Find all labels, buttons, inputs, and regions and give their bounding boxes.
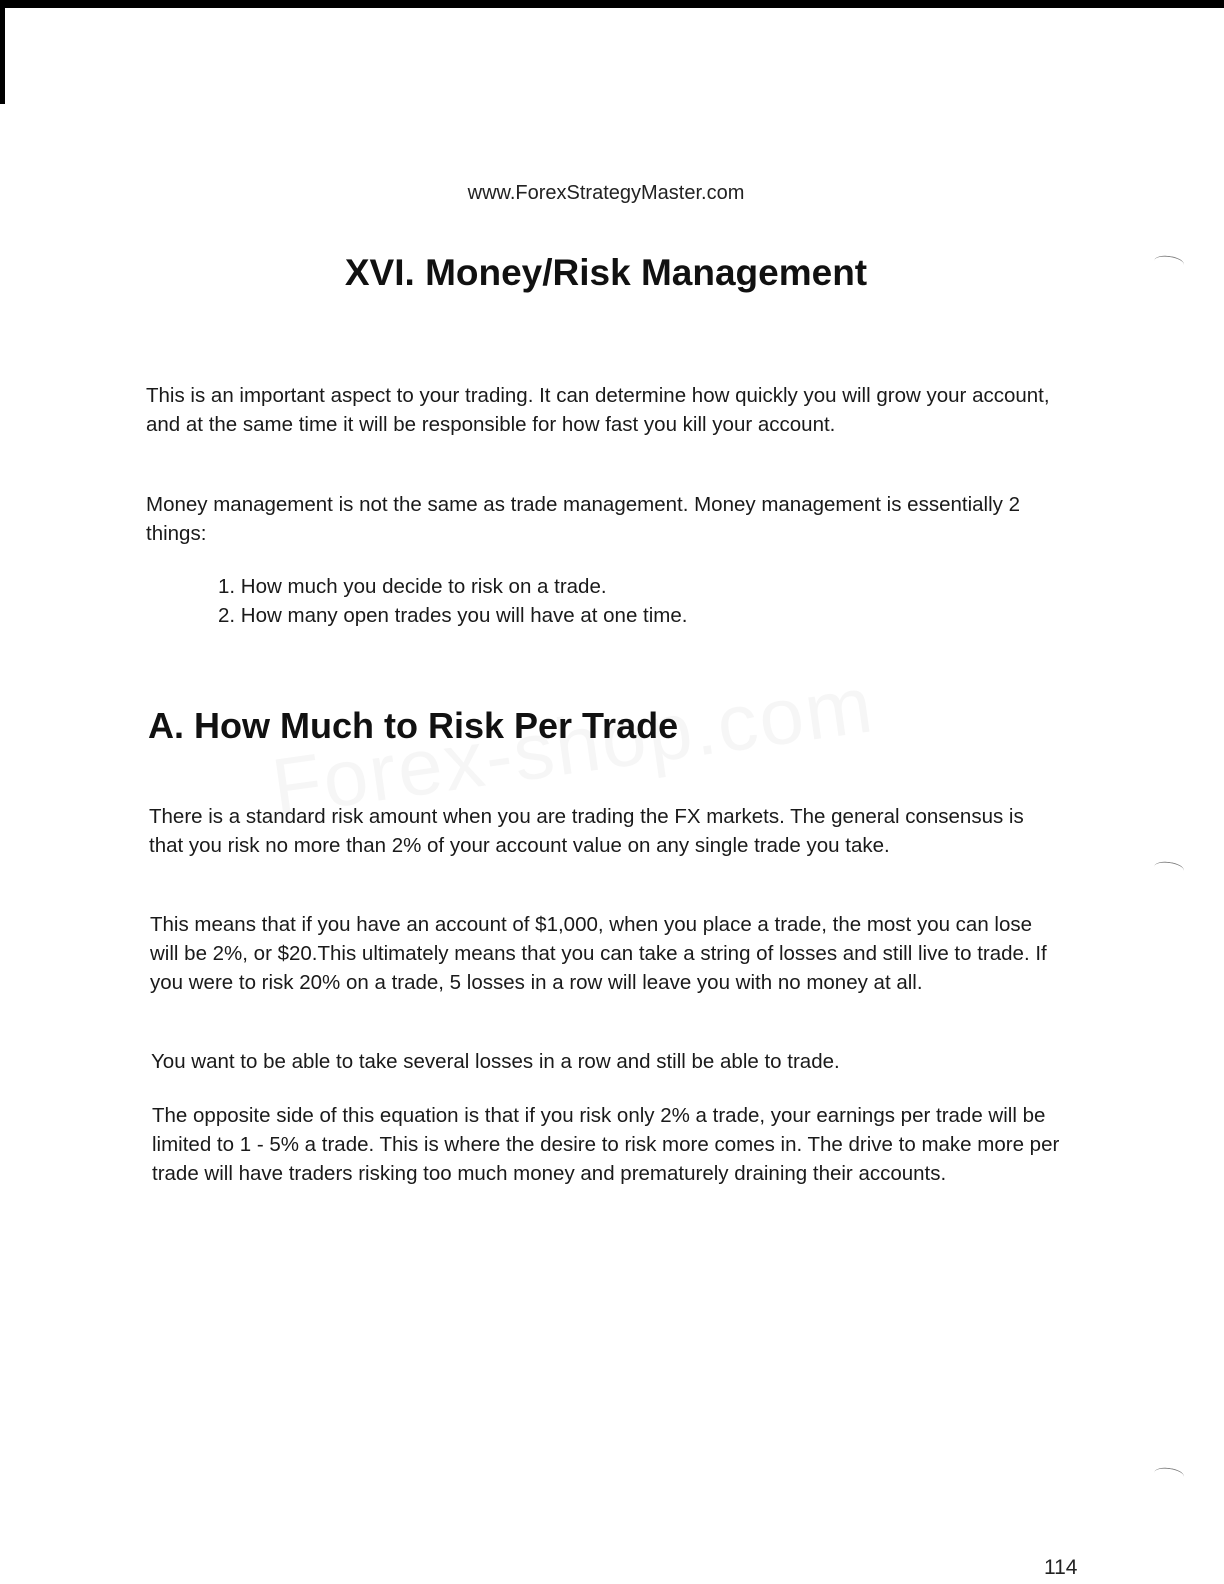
- management-list: [218, 572, 687, 630]
- section-a-paragraph-3: You want to be able to take several losses in a row and still be able to trade.: [151, 1050, 840, 1073]
- section-a-paragraph-2: This means that if you have an account of $1,000, when you place a trade, the most you can lose will be 2%, or $20.This ultimately means that you can take a string of losses and still live to trade. If you were to risk 20% on a trade, 5 losses in a row will leave you with no money at all.: [150, 913, 1047, 994]
- intro-paragraph-2: Money management is not the same as trade management. Money management is essentially 2 things:: [146, 493, 1020, 545]
- section-a-paragraph-1: There is a standard risk amount when you are trading the FX markets. The general consensus is that you risk no more than 2% of your account value on any single trade you take.: [149, 805, 1024, 857]
- scan-left-edge: [0, 0, 5, 104]
- punch-mark-bottom: [1153, 1466, 1185, 1483]
- list-item: 2. How many open trades you will have at one time.: [218, 604, 688, 627]
- punch-mark-middle: [1153, 860, 1185, 877]
- section-heading: A. How Much to Risk Per Trade: [148, 705, 679, 746]
- section-a-paragraph-4: The opposite side of this equation is that if you risk only 2% a trade, your earnings per trade will be limited to 1 - 5% a trade. This is where the desire to risk more comes in. The drive to make more per trade will have traders risking too much money and prematurely draining their accounts.: [152, 1104, 1060, 1185]
- list-item: 1. How much you decide to risk on a trade.: [218, 575, 607, 598]
- page-number: 114: [1044, 1556, 1078, 1579]
- scan-top-edge: [0, 0, 1224, 8]
- page-title: XVI. Money/Risk Management: [344, 252, 868, 293]
- header-url: www.ForexStrategyMaster.com: [467, 182, 745, 204]
- intro-paragraph-1: This is an important aspect to your trading. It can determine how quickly you will grow your account, and at the same time it will be responsible for how fast you kill your account.: [146, 384, 1050, 436]
